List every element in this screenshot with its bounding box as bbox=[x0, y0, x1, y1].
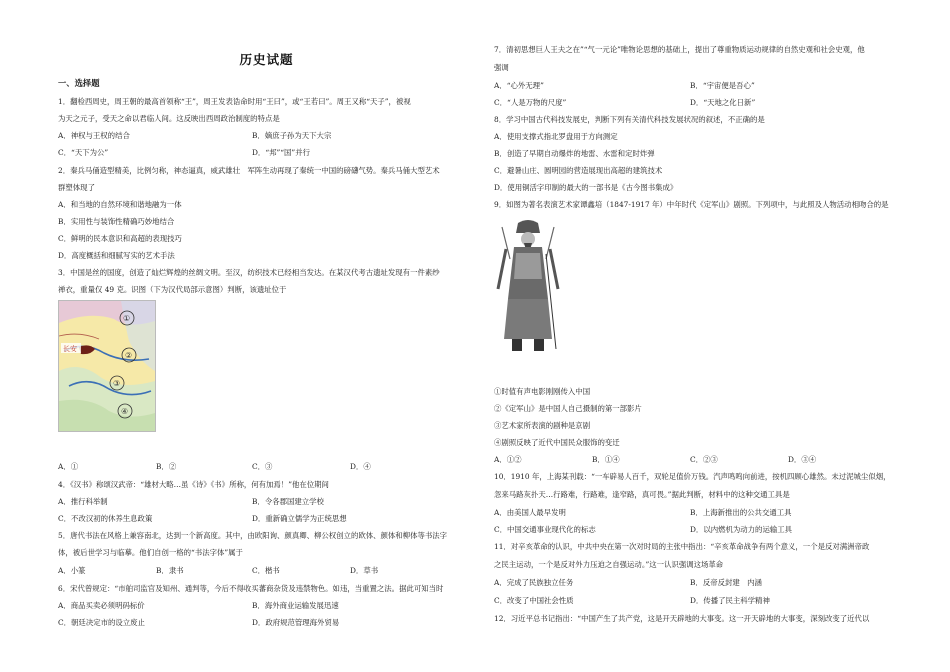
q10-option-d: D．以内燃机为动力的运输工具 bbox=[690, 525, 793, 534]
q2-stem-line2: 群塑体现了 bbox=[58, 183, 95, 192]
q5-option-a: A．小篆 bbox=[58, 566, 86, 575]
q9-statement-2: ②《定军山》是中国人自己摄制的第一部影片 bbox=[494, 404, 642, 413]
q9-option-d: D．③④ bbox=[788, 455, 817, 464]
map-marker-3: ③ bbox=[113, 379, 121, 388]
q11-option-a: A．完成了民族独立任务 bbox=[494, 578, 574, 587]
map-marker-1: ① bbox=[123, 314, 131, 323]
q9-statement-3: ③艺术家所表演的剧种是京剧 bbox=[494, 421, 591, 430]
q7-option-a: A．“心外无理” bbox=[494, 81, 544, 90]
q11-stem-line2: 之民主运动，一个是反对外力压迫之自强运动。”这一认识强调这场革命 bbox=[494, 560, 724, 569]
q10-stem-line1: 10．1910 年，上海某刊载：“一车辟易人百千，双轮足值价万钱。汽声鸣鸣向前进，按机四顾心雄然。未过泥城尘似烟， bbox=[494, 472, 891, 481]
q3-option-d: D．④ bbox=[350, 462, 371, 471]
q6-option-d: D．政府规范管理海外贸易 bbox=[252, 618, 340, 627]
map-marker-4: ④ bbox=[121, 407, 129, 416]
q7-option-c: C．“人是万物的尺度” bbox=[494, 98, 567, 107]
q2-option-d: D．高度概括和细腻写实的艺术手法 bbox=[58, 251, 175, 260]
q2-option-a: A．和当地的自然环境和谐地融为一体 bbox=[58, 200, 182, 209]
q6-option-a: A．商品买卖必须明码标价 bbox=[58, 601, 145, 610]
q11-stem-line1: 11．对辛亥革命的认识，中共中央在第一次对时局的主张中指出：“辛亥革命战争有两个意义，一个是反对满洲帝政 bbox=[494, 542, 870, 551]
q4-option-b: B．令各郡国建立学校 bbox=[252, 497, 324, 506]
q5-option-c: C．楷书 bbox=[252, 566, 280, 575]
page-title: 历史试题 bbox=[239, 52, 294, 67]
q11-option-d: D．传播了民主科学精神 bbox=[690, 596, 770, 605]
q5-stem-line1: 5．唐代书法在风格上兼容南北，达到一个新高度。其中，由欧阳询、颜真卿、柳公权创立的欧体、颜体和柳体等书法字 bbox=[58, 531, 448, 540]
q9-statement-1: ①时值有声电影刚刚传入中国 bbox=[494, 387, 591, 396]
q10-stem-line2: 忽来马路灰扑天…行路难，行路难，逢窄路，真可畏。”据此判断，材料中的这种交通工具是 bbox=[494, 490, 790, 499]
map-marker-2: ② bbox=[125, 351, 133, 360]
map-label-changan: 长安 bbox=[63, 345, 77, 353]
q8-option-b: B．创造了早期自动爆炸的地雷、水雷和定时炸弹 bbox=[494, 149, 655, 158]
q5-option-b: B．隶书 bbox=[156, 566, 184, 575]
q7-stem-line1: 7．清初思想巨人王夫之在”“气一元论”唯物论思想的基础上，提出了尊重物质运动规律的自然史观和社会史观，他 bbox=[494, 45, 865, 54]
q10-option-b: B．上海新推出的公共交通工具 bbox=[690, 508, 792, 517]
q4-stem-line1: 4．《汉书》称颂汉武帝：“雄材大略…虽《诗》《书》所称，何有加焉！”他在位期间 bbox=[58, 480, 329, 489]
q9-option-c: C．②③ bbox=[690, 455, 718, 464]
q8-option-d: D．使用铜活字印制的最大的一部书是《古今图书集成》 bbox=[494, 183, 678, 192]
q6-stem-line1: 6．宋代曾规定：“市舶司监官及知州、通判等，今后不得收买蕃商杂货及违禁物色。如违，当重置之法。据此可知当时 bbox=[58, 584, 444, 593]
q8-option-a: A．使用支撑式指北罗盘用于方向测定 bbox=[494, 132, 618, 141]
q8-option-c: C．避暑山庄、圆明园的营造展现出高超的建筑技术 bbox=[494, 166, 663, 175]
q2-option-c: C．鲜明的民本意识和高超的表现技巧 bbox=[58, 234, 182, 243]
q7-option-b: B．“宇宙便是吾心” bbox=[690, 81, 755, 90]
section-heading: 一、选择题 bbox=[58, 78, 100, 88]
q5-option-d: D．草书 bbox=[350, 566, 379, 575]
q12-stem-line1: 12．习近平总书记指出：“中国产生了共产党，这是开天辟地的大事变。这一开天辟地的大事变，深刻改变了近代以 bbox=[494, 614, 870, 623]
q4-option-a: A．推行科举制 bbox=[58, 497, 108, 506]
q9-option-b: B．①④ bbox=[592, 455, 620, 464]
q11-option-b: B．反帝反封建 内涵 bbox=[690, 578, 762, 587]
q9-option-a: A．①② bbox=[494, 455, 522, 464]
q1-stem-line2: 为天之元子，受天之命以君临人间。这反映出西周政治制度的特点是 bbox=[58, 114, 280, 123]
q11-option-c: C．改变了中国社会性质 bbox=[494, 596, 574, 605]
q9-statement-4: ④剧照反映了近代中国民众服饰的变迁 bbox=[494, 438, 620, 447]
han-map-image bbox=[58, 300, 156, 432]
q3-option-a: A．① bbox=[58, 462, 79, 471]
q1-option-c: C．“天下为公” bbox=[58, 148, 109, 157]
q10-option-a: A．由美国人最早发明 bbox=[494, 508, 566, 517]
q3-option-b: B．② bbox=[156, 462, 177, 471]
q1-option-d: D．“邦”“国”并行 bbox=[252, 148, 310, 157]
q7-option-d: D．“天地之化日新” bbox=[690, 98, 756, 107]
q1-stem-line1: 1．翻检西周史，周王朝的最高首领称“王”，周王发表诰命时用“王曰”，或“王若曰”。周王又称“天子”，被视 bbox=[58, 97, 411, 106]
q3-option-c: C．③ bbox=[252, 462, 273, 471]
q1-option-b: B．嫡庶子孙为天下大宗 bbox=[252, 131, 332, 140]
q10-option-c: C．中国交通事业现代化的标志 bbox=[494, 525, 596, 534]
q4-option-c: C．不改汉初的休养生息政策 bbox=[58, 514, 153, 523]
q3-stem-line1: 3．中国是丝的国度，创造了灿烂辉煌的丝绸文明。至汉，纺织技术已经相当发达。在某汉代考古遗址发现有一件素纱 bbox=[58, 268, 440, 277]
q4-option-d: D．重新确立儒学为正统思想 bbox=[252, 514, 347, 523]
q9-stem-line1: 9．如图为著名表演艺术家谭鑫培（1847-1917 年）中年时代《定军山》剧照。下列项中，与此照及人物活动相吻合的是 bbox=[494, 200, 889, 209]
opera-photo-image bbox=[496, 219, 560, 354]
q2-stem-line1: 2．秦兵马俑造型精美，比例匀称，神态逼真，威武雄壮 军阵生动再现了秦统一中国的磅礴气势。秦兵马俑大型艺术 bbox=[58, 166, 440, 175]
q6-option-c: C．朝廷决定市的设立废止 bbox=[58, 618, 145, 627]
q2-option-b: B．实用性与装饰性精确巧妙地结合 bbox=[58, 217, 175, 226]
q3-stem-line2: 禅衣，重量仅 49 克。识图（下为汉代局部示意图）判断，该遗址位于 bbox=[58, 285, 287, 294]
q8-stem-line1: 8．学习中国古代科技发展史，判断下列有关清代科技发展状况的叙述，不正确的是 bbox=[494, 115, 765, 124]
q7-stem-line2: 强调 bbox=[494, 63, 509, 72]
q1-option-a: A．神权与王权的结合 bbox=[58, 131, 130, 140]
q5-stem-line2: 体，被后世学习与临摹。他们自创一格的“书法字体”属于 bbox=[58, 548, 243, 557]
q6-option-b: B．海外商业运输发展迅速 bbox=[252, 601, 339, 610]
